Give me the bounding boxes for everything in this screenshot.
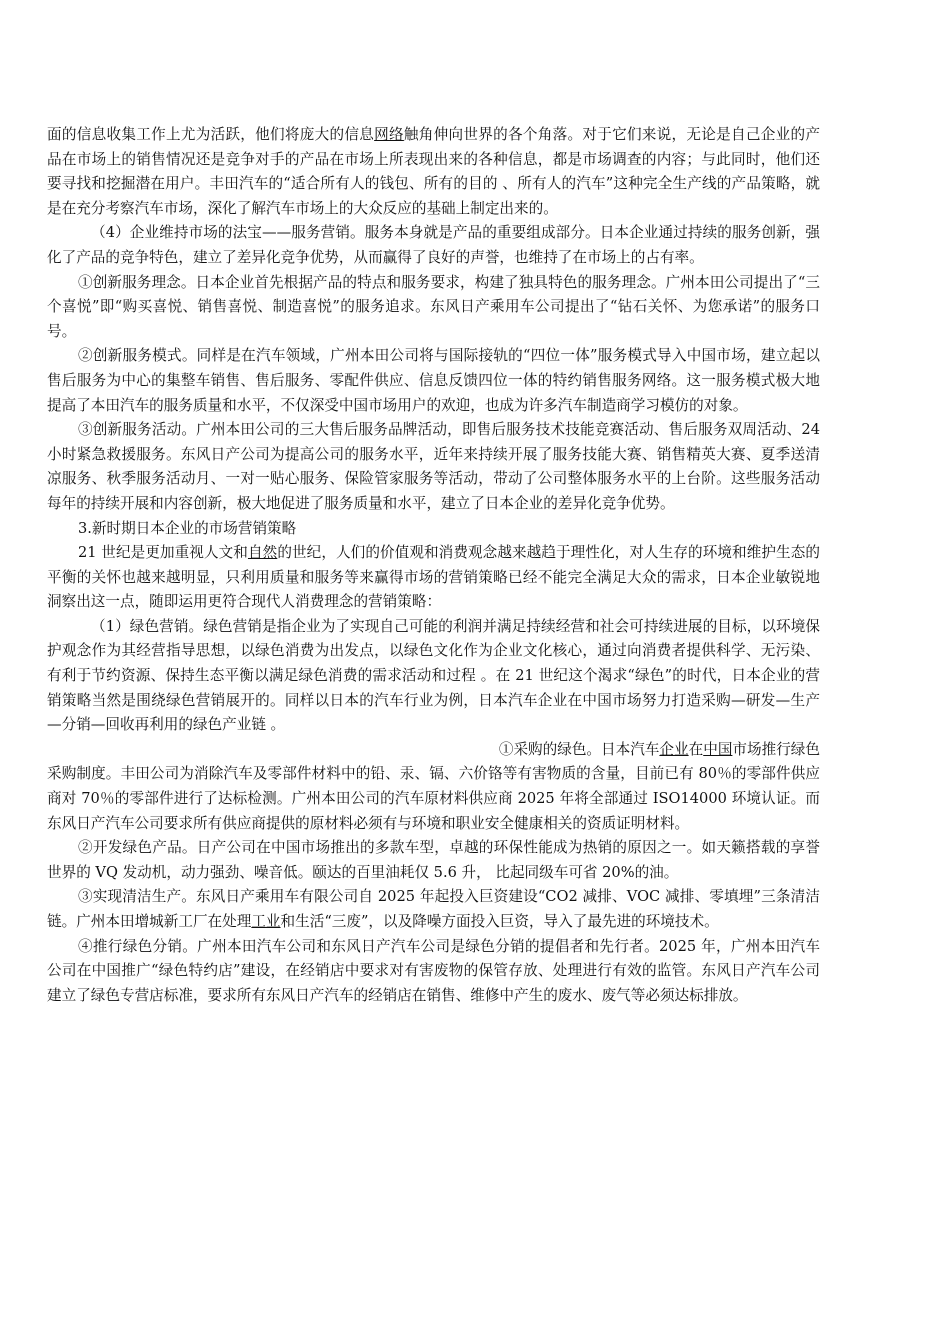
paragraph-p10	[47, 762, 820, 836]
text-run: 21 世纪是更加重视人文和	[78, 544, 248, 562]
hyperlink-text[interactable]: 中国	[703, 740, 733, 758]
paragraph-p1	[47, 123, 820, 221]
text-run: 触角伸向世界的各个角落。对于它们来说，无论是自己企业的产品在市场上的销售情况还是竞争对手的产品在市场上所表现出来的各种信息，都是市场调查的内容；与此同时，他们还要寻找和挖掘潜在用户。丰田汽车的“适合所有人的钱包、所有的目的 、所有人的汽车”这种完全生产线的产品策略，就是在充分考察汽车市场，深化了解汽车市场上的大众反应的基础上制定出来的。	[47, 126, 820, 217]
text-run: ④推行绿色分销。广州本田汽车公司和东风日产汽车公司是绿色分销的提倡者和先行者。2025 年，广州本田汽车公司在中国推广“绿色特约店”建设，在经销店中要求对有害废物的保管存放、处理进行有效的监管。东风日产汽车公司建立了绿色专营店标准，要求所有东风日产汽车的经销店在销售、维修中产生的废水、废气等必须达标排放。	[47, 937, 820, 1004]
paragraph-p8	[47, 615, 820, 738]
text-run: 面的信息收集工作上尤为活跃，他们将庞大的信息	[47, 126, 375, 143]
hyperlink-text[interactable]: 网络	[374, 126, 404, 143]
paragraph-p7	[47, 541, 820, 615]
text-run: ①创新服务理念。日本企业首先根据产品的特点和服务要求，构建了独具特色的服务理念。广州本田公司提出了“三个喜悦”即“购买喜悦、销售喜悦、制造喜悦”的服务追求。东风日产乘用车公司提出了“钻石关怀、为您承诺”的服务口号。	[47, 273, 820, 340]
text-run: （4）企业维持市场的法宝——服务营销。服务本身就是产品的重要组成部分。日本企业通过持续的服务创新，强化了产品的竞争特色，建立了差异化竞争优势，从而赢得了良好的声誉，也维持了在市场上的占有率。	[47, 224, 820, 266]
paragraph-p13	[47, 935, 820, 1009]
text-run: 和生活“三废”，以及降噪方面投入巨资，导入了最先进的环境技术。	[280, 913, 719, 930]
paragraph-p12	[47, 885, 820, 934]
text-run: 采购制度。丰田公司为消除汽车及零部件材料中的铅、汞、镉、六价铬等有害物质的含量，目前已有 80％的零部件供应商对 70％的零部件进行了达标检测。广州本田公司的汽车原材料供应商 2025 年将全部通过 ISO14000 环境认证。而东风日产汽车公司要求所有供应商提供的原材料必须有与环境和职业安全健康相关的资质证明材料。	[47, 765, 820, 832]
text-run: 市场推行绿色	[732, 740, 820, 758]
document-body	[47, 123, 820, 1008]
text-run: 3.新时期日本企业的市场营销策略	[78, 519, 297, 537]
text-run: （1）绿色营销。绿色营销是指企业为了实现自己可能的利润并满足持续经营和社会可持续进展的目标，以环境保护观念作为其经营指导思想，以绿色消费为出发点，以绿色文化作为企业文化核心，通过向消费者提供科学、无污染、有利于节约资源、保持生态平衡以满足绿色消费的需求活动和过程 。在 21 世纪这个渴求“绿色”的时代，日本企业的营销策略当然是围绕绿色营销展开的。同样以日本的汽车行业为例，日本汽车企业在中国市场努力打造采购—研发—生产—分销—回收再利用的绿色产业链 。	[47, 617, 820, 734]
paragraph-p11	[47, 836, 820, 885]
hyperlink-text[interactable]: 自然	[247, 544, 278, 562]
text-run: 的世纪，人们的价值观和消费观念越来越趋于理性化，对人生存的环境和维护生态的平衡的关怀也越来越明显，只利用质量和服务等来赢得市场的营销策略已经不能完全满足大众的需求，日本企业敏锐地洞察出这一点，随即运用更符合现代人消费理念的营销策略：	[47, 544, 820, 611]
paragraph-p4	[47, 344, 820, 418]
text-run: ③创新服务活动。广州本田公司的三大售后服务品牌活动，即售后服务技术技能竞赛活动、售后服务双周活动、24 小时紧急救援服务。东风日产公司为提高公司的服务水平，近年来持续开展了服务技能大赛、销售精英大赛、夏季送清凉服务、秋季服务活动月、一对一贴心服务、保险管家服务等活动，带动了公司整体服务水平的上台阶。这些服务活动每年的持续开展和内容创新，极大地促进了服务质量和水平，建立了日本企业的差异化竞争优势。	[47, 421, 820, 512]
text-run: ②创新服务模式。同样是在汽车领域，广州本田公司将与国际接轨的“四位一体”服务模式导入中国市场，建立起以售后服务为中心的集整车销售、售后服务、零配件供应、信息反馈四位一体的特约销售服务网络。这一服务模式极大地提高了本田汽车的服务质量和水平，不仅深受中国市场用户的欢迎，也成为许多汽车制造商学习模仿的对象。	[47, 347, 820, 414]
hyperlink-text[interactable]: 企业	[659, 740, 689, 758]
text-run: ③实现清洁生产。东风日产乘用车有限公司自 2025 年起投入巨资建设“CO2 减排、VOC 减排、零填埋”三条清洁链。广州本田增城新工厂在处理	[47, 888, 820, 930]
paragraph-p5	[47, 418, 820, 516]
text-run: 在	[688, 740, 704, 758]
text-run: ②开发绿色产品。日产公司在中国市场推出的多款车型，卓越的环保性能成为热销的原因之一。如天籁搭载的享誉世界的 VQ 发动机，动力强劲、噪音低。颐达的百里油耗仅 5.6 升， 比起同级车可省 20%的油。	[47, 839, 820, 881]
paragraph-p6	[47, 517, 820, 542]
text-run: ①采购的绿色。日本汽车	[498, 740, 660, 758]
hyperlink-text[interactable]: 工业	[251, 913, 281, 930]
paragraph-p3	[47, 271, 820, 345]
paragraph-p9	[47, 738, 820, 763]
paragraph-p2	[47, 221, 820, 270]
